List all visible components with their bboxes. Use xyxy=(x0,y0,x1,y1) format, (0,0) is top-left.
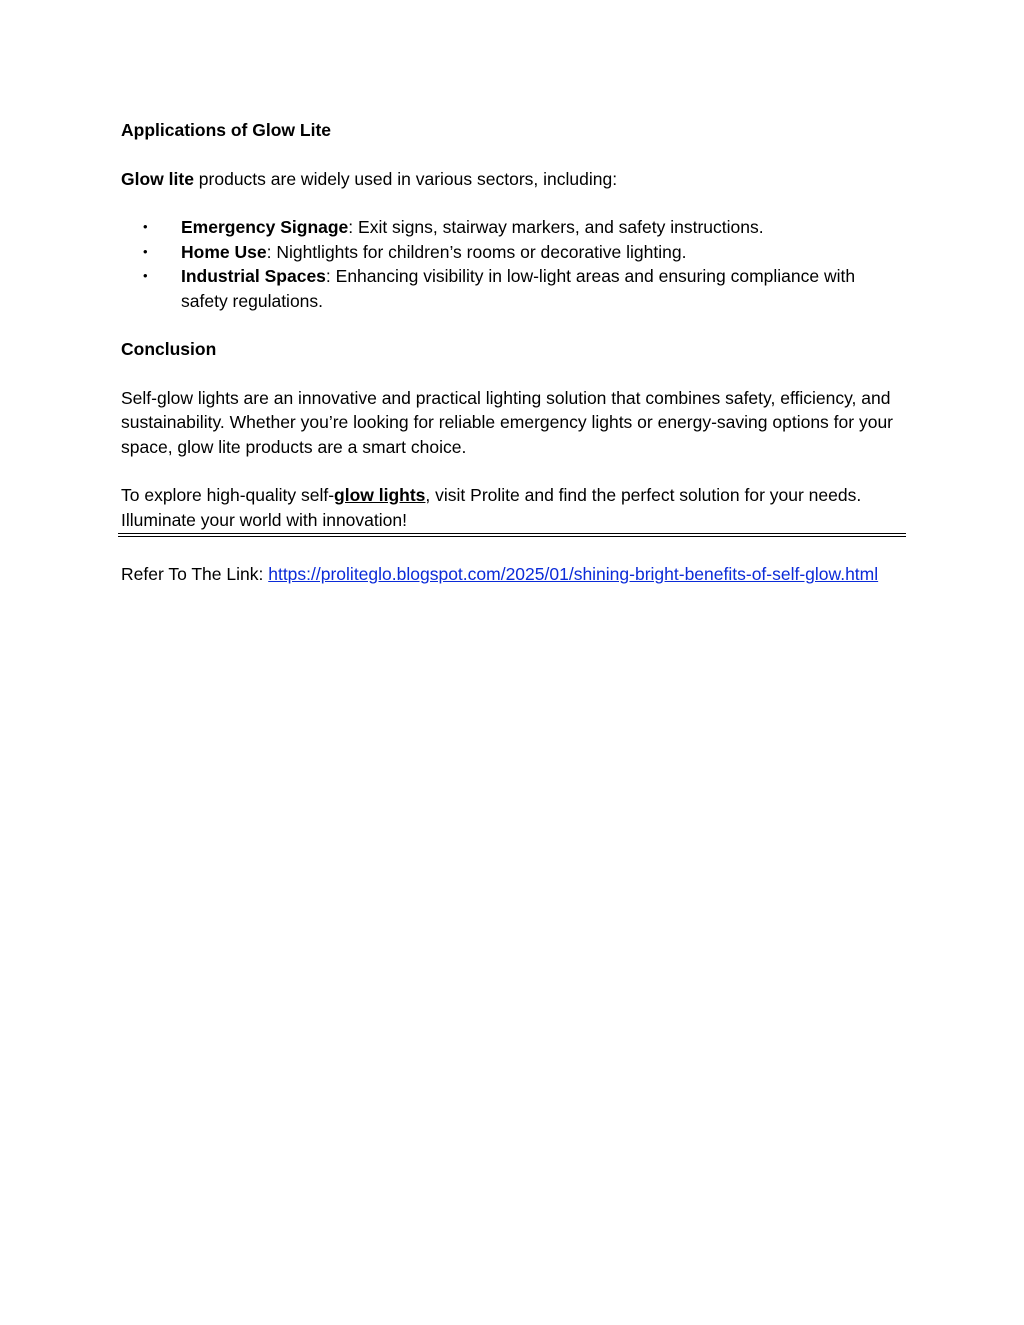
applications-heading: Applications of Glow Lite xyxy=(121,120,331,140)
cta-text-after: , visit Prolite and find the perfect solution for your needs. Illuminate your world with innovation! xyxy=(121,485,862,530)
conclusion-paragraph: Self-glow lights are an innovative and practical lighting solution that combines safety, efficiency, and sustainability. Whether you’re looking for reliable emergency lights or energy-saving options for your space, glow lite products are a smart choice. xyxy=(121,387,893,457)
list-item xyxy=(121,215,906,240)
list-item xyxy=(121,264,906,313)
list-item-term: Home Use xyxy=(181,241,267,262)
cta-paragraph xyxy=(121,483,906,532)
conclusion-heading: Conclusion xyxy=(121,339,217,359)
reference-url-link[interactable]: https://proliteglo.blogspot.com/2025/01/shining-bright-benefits-of-self-glow.html xyxy=(268,564,879,584)
bullet-icon: • xyxy=(143,243,148,259)
list-item-term: Emergency Signage xyxy=(181,217,349,237)
list-item-desc: : Exit signs, stairway markers, and safety instructions. xyxy=(348,217,764,237)
bullet-icon: • xyxy=(143,268,148,283)
bullet-icon: • xyxy=(143,219,148,234)
reference-label: Refer To The Link: xyxy=(121,564,269,584)
intro-bold-term: Glow lite xyxy=(121,168,194,189)
applications-intro xyxy=(121,167,906,192)
list-item-term: Industrial Spaces xyxy=(181,266,326,286)
document-body xyxy=(121,118,906,532)
double-divider xyxy=(118,533,906,537)
cta-text-before: To explore high-quality self- xyxy=(121,485,335,505)
list-item-desc: : Nightlights for children’s rooms or decorative lighting. xyxy=(266,241,687,262)
glow-lights-link[interactable]: glow lights xyxy=(334,485,426,505)
list-item-desc: : Enhancing visibility in low-light areas and ensuring compliance with safety regulations. xyxy=(181,266,856,311)
list-item xyxy=(121,240,906,265)
applications-list xyxy=(121,215,906,313)
reference-block xyxy=(121,562,906,587)
intro-text: products are widely used in various sectors, including: xyxy=(193,168,618,189)
